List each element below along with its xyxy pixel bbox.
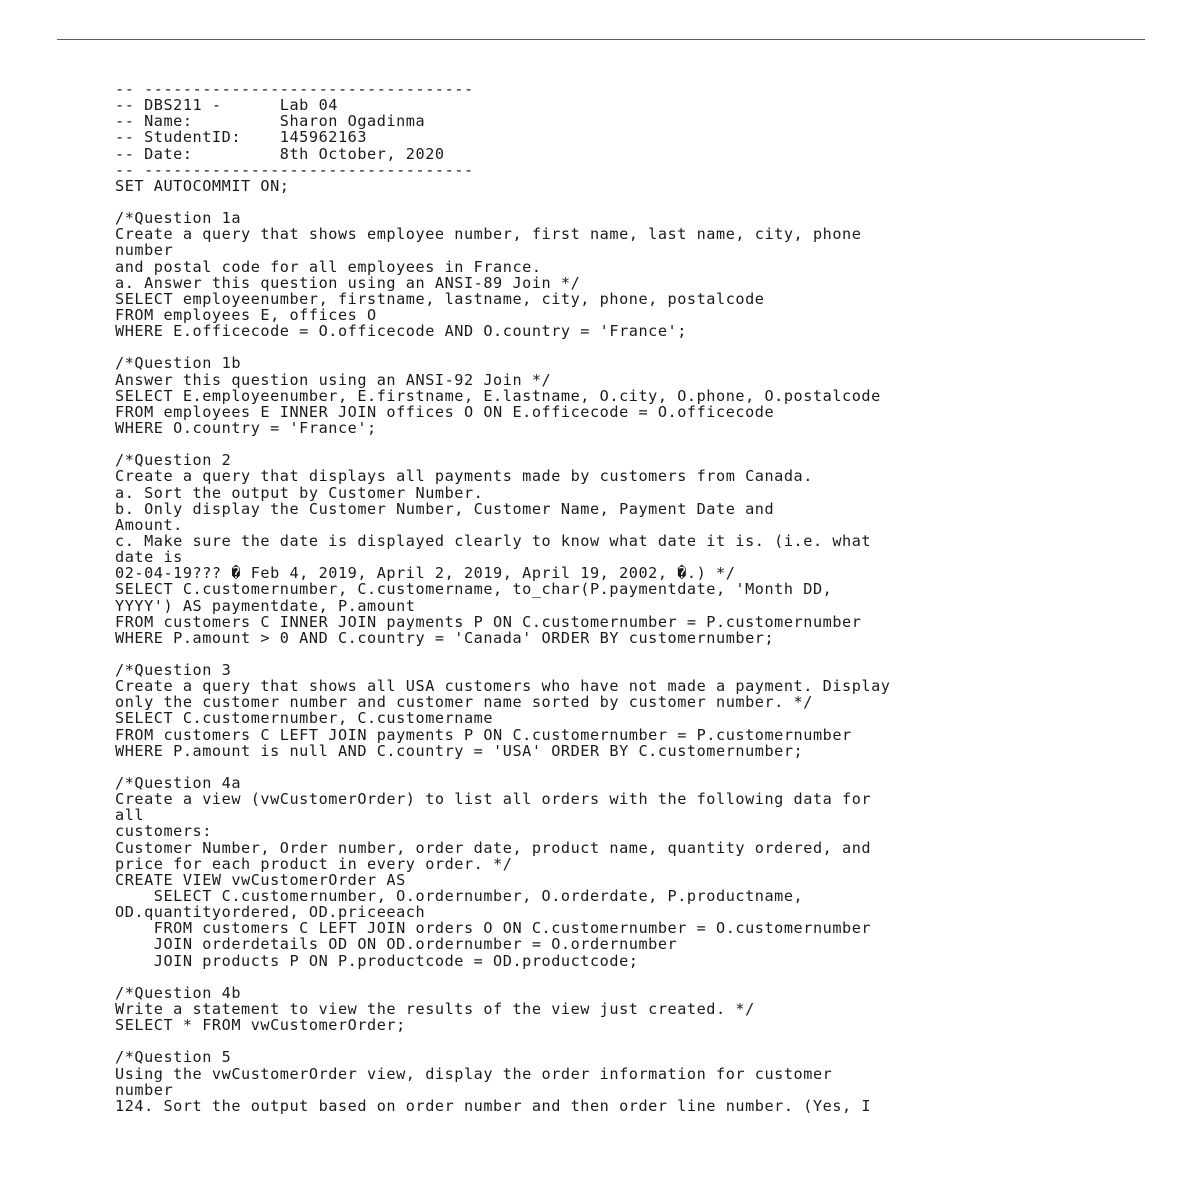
document-line: /*Question 5 (115, 1048, 232, 1067)
document-line: b. Only display the Customer Number, Customer Name, Payment Date and (115, 499, 775, 518)
document-line: customers: (115, 822, 212, 841)
document-line: Amount. (115, 515, 183, 534)
document-line: /*Question 4b (115, 983, 242, 1002)
document-line: -- Name: Sharon Ogadinma (115, 112, 426, 131)
document-line: -- DBS211 - Lab 04 (115, 96, 338, 115)
document-line: WHERE P.amount is null AND C.country = 'USA' ORDER BY C.customernumber; (115, 741, 804, 760)
document-line: 02-04-19??? � Feb 4, 2019, April 2, 2019, April 19, 2002, �.) */ (115, 564, 736, 583)
document-line (115, 436, 891, 452)
document-line: Using the vwCustomerOrder view, display the order information for customer (115, 1064, 833, 1083)
document-line: and postal code for all employees in France. (115, 257, 542, 276)
document-line: Write a statement to view the results of the view just created. */ (115, 1000, 755, 1019)
document-line: WHERE O.country = 'France'; (115, 418, 377, 437)
document-line: 124. Sort the output based on order number and then order line number. (Yes, I (115, 1096, 872, 1115)
document-line: -- ---------------------------------- (115, 80, 474, 98)
document-line: JOIN products P ON P.productcode = OD.productcode; (115, 951, 639, 970)
document-line: Create a view (vwCustomerOrder) to list all orders with the following data for (115, 790, 872, 809)
document-line: date is (115, 548, 183, 567)
document-line: Create a query that shows all USA customers who have not made a payment. Display (115, 677, 891, 696)
document-line: all (115, 806, 145, 825)
document-line: Create a query that displays all payments made by customers from Canada. (115, 467, 813, 486)
document-line (115, 1033, 891, 1049)
document-line (115, 646, 891, 662)
sql-document-body (115, 81, 891, 1114)
document-line: SELECT C.customernumber, C.customername, to_char(P.paymentdate, 'Month DD, (115, 580, 833, 599)
document-line: only the customer number and customer name sorted by customer number. */ (115, 693, 813, 712)
page-top-rule (57, 39, 1145, 40)
document-line: SELECT C.customernumber, C.customername (115, 709, 494, 728)
document-line: c. Make sure the date is displayed clearly to know what date it is. (i.e. what (115, 531, 872, 550)
document-line: a. Sort the output by Customer Number. (115, 483, 484, 502)
document-line: FROM employees E, offices O (115, 305, 377, 324)
document-line (115, 759, 891, 775)
document-line: Create a query that shows employee number, first name, last name, city, phone (115, 225, 862, 244)
document-line: SELECT C.customernumber, O.ordernumber, O.orderdate, P.productname, (115, 887, 804, 906)
document-line: OD.quantityordered, OD.priceeach (115, 903, 426, 922)
document-line: WHERE P.amount > 0 AND C.country = 'Canada' ORDER BY customernumber; (115, 628, 775, 647)
document-line (115, 969, 891, 985)
document-line: number (115, 1080, 174, 1099)
document-line: a. Answer this question using an ANSI-89 Join */ (115, 273, 581, 292)
document-line: /*Question 3 (115, 661, 232, 680)
document-line: Answer this question using an ANSI-92 Join */ (115, 370, 552, 389)
document-line: /*Question 2 (115, 451, 232, 470)
document-line: Customer Number, Order number, order date, product name, quantity ordered, and (115, 838, 872, 857)
document-line: YYYY') AS paymentdate, P.amount (115, 596, 416, 615)
document-line: SET AUTOCOMMIT ON; (115, 176, 290, 195)
document-line: price for each product in every order. */ (115, 854, 513, 873)
document-line: number (115, 241, 174, 260)
document-line: /*Question 1a (115, 209, 242, 228)
document-line: -- StudentID: 145962163 (115, 128, 368, 147)
document-line: JOIN orderdetails OD ON OD.ordernumber = O.ordernumber (115, 935, 678, 954)
document-line: WHERE E.officecode = O.officecode AND O.country = 'France'; (115, 322, 687, 341)
document-line (115, 339, 891, 355)
document-line: /*Question 4a (115, 774, 242, 793)
document-line (115, 194, 891, 210)
document-line: -- ---------------------------------- (115, 160, 474, 179)
document-line: -- Date: 8th October, 2020 (115, 144, 445, 163)
document-line: SELECT E.employeenumber, E.firstname, E.lastname, O.city, O.phone, O.postalcode (115, 386, 881, 405)
document-line: CREATE VIEW vwCustomerOrder AS (115, 870, 406, 889)
document-line: FROM customers C LEFT JOIN orders O ON C.customernumber = O.customernumber (115, 919, 872, 938)
document-line: SELECT * FROM vwCustomerOrder; (115, 1016, 406, 1035)
document-line: SELECT employeenumber, firstname, lastname, city, phone, postalcode (115, 289, 765, 308)
document-line: FROM customers C INNER JOIN payments P ON C.customernumber = P.customernumber (115, 612, 862, 631)
document-line: /*Question 1b (115, 354, 242, 373)
document-line: FROM customers C LEFT JOIN payments P ON C.customernumber = P.customernumber (115, 725, 852, 744)
document-line: FROM employees E INNER JOIN offices O ON E.officecode = O.officecode (115, 402, 775, 421)
